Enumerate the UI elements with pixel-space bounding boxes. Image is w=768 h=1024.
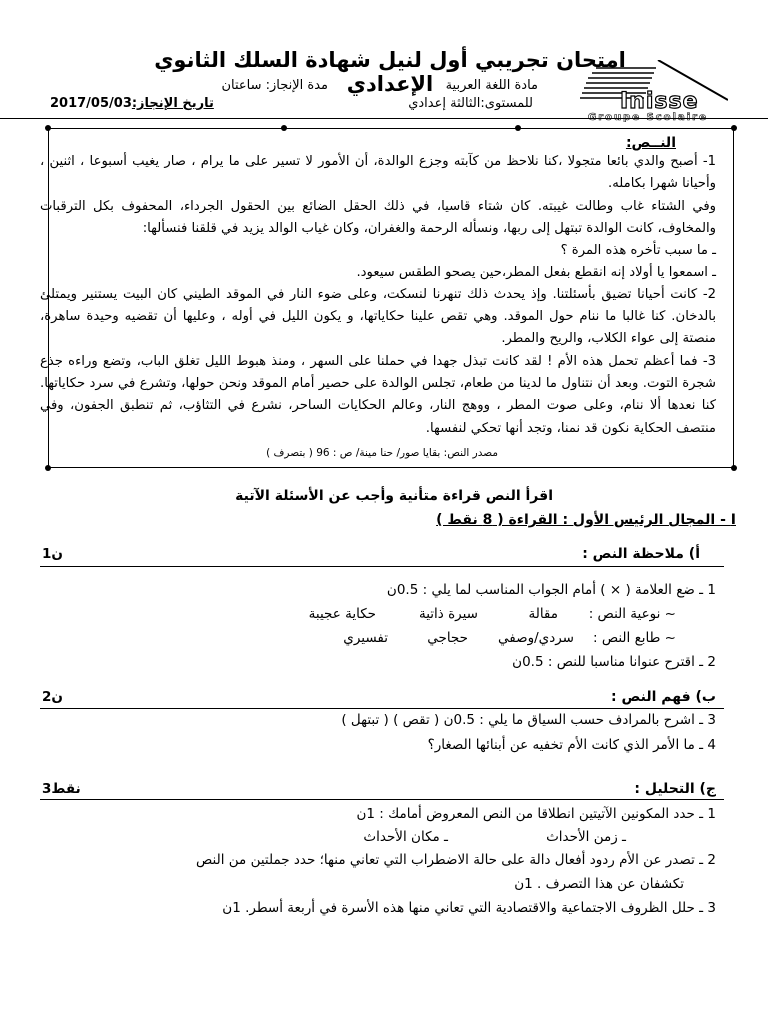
section-a-title: أ) ملاحظة النص : <box>582 546 700 562</box>
option-narrative: سردي/وصفي <box>498 630 574 646</box>
level-label: للمستوى:الثالثة إعدادي <box>408 96 533 111</box>
paragraph-1: 1- أصبح والدي بائعا متجولا ،كنا نلاحظ من كآبته وجزع الوالدة، أن الأمور لا تسير على ما يرام ، صار يغيب أسبوعا ، اثنين ، وأحيانا شهرا بكامله. <box>40 154 716 192</box>
question-6-continued: تكشفان عن هذا التصرف . 1ن <box>514 876 684 892</box>
paragraph-3: 3- فما أعظم تحمل هذه الأم ! لقد كانت تبذل جهدا في حملنا على السهر ، ومنذ هبوط الليل تغلق الباب، وتضع وراءه جذع شجرة التوت. وبعد أن نتناول ما لدينا من طعام، تجلس الوالدة على حصير أمام الموقد ونحن حولها، وتشرع في سرد حكاياتها. كنا نعدها ألا ننام، وعلى صوت المطر ، ووهج النار، وعالم الحكايات الساحر، نشرع في التثاؤب، ثم تنطبق الجفون، وفي منتصف الحكاية نكون قد نمنا، وتجد أنها تحكي لنفسها. <box>40 354 716 436</box>
option-article: مقالة <box>528 606 558 622</box>
section-a-points: 1ن <box>42 546 63 562</box>
section-b-rule <box>40 708 724 709</box>
corner-dot <box>731 125 737 131</box>
option-place-of-events: ـ مكان الأحداث <box>363 829 448 845</box>
part-title: I - المجال الرئيس الأول : القراءة ( 8 نقط ) <box>436 512 736 528</box>
question-4: 4 ـ ما الأمر الذي كانت الأم تخفيه عن أبنائها الصغار؟ <box>427 737 716 753</box>
instruction: اقرأ النص قراءة متأنية وأجب عن الأسئلة الآتية <box>235 488 553 504</box>
question-5: 1 ـ حدد المكونين الآتيتين انطلاقا من النص المعروض أمامك : 1ن <box>356 806 716 822</box>
school-logo <box>578 60 728 122</box>
question-7: 3 ـ حلل الظروف الاجتماعية والاقتصادية التي تعاني منها هذه الأسرة في أربعة أسطر. 1ن <box>222 900 716 916</box>
duration-label: مدة الإنجاز: ساعتان <box>221 78 328 93</box>
option-wondrous-tale: حكاية عجيبة <box>308 606 376 622</box>
svg-text:Groupe Scolaire: Groupe Scolaire <box>588 112 708 122</box>
section-c-points: 3نقط <box>42 781 81 797</box>
option-argumentative: حجاجي <box>427 630 468 646</box>
option-autobiography: سيرة ذاتية <box>418 606 478 622</box>
header-divider <box>0 118 768 119</box>
exam-title: امتحان تجريبي أول لنيل شهادة السلك الثانوي الإعدادي <box>154 48 626 96</box>
section-b-title: ب) فهم النص : <box>611 689 716 705</box>
date-label: تاريخ الإنجاز: <box>131 96 214 111</box>
question-2: 2 ـ اقترح عنوانا مناسبا للنص : 0.5ن <box>512 654 716 670</box>
paragraph-1b: وفي الشتاء غاب وطالت غيبته. كان شتاء قاسيا، في ذلك الحقل الضائع بين الحقول الجرداء، المحفوف بكل الترقبات والمخاوف، كانت الوالدة تبتهل إلى ربها، ونسأله الرحمة والغفران، وكان غياب الوالد يزيد في قلقنا فنسألها: <box>40 199 716 237</box>
question-1-nature-label: ~ طابع النص : <box>592 630 676 646</box>
text-source: مصدر النص: بقايا صور/ حنا مينة/ ص : 96 ( بتصرف ) <box>266 447 498 459</box>
question-1-type-label: ~ نوعية النص : <box>588 606 676 622</box>
date-value: 2017/05/03 <box>50 96 132 111</box>
answer-dialog: ـ اسمعوا يا أولاد إنه انقطع بفعل المطر،حين يصحو الطقس سيعود. <box>356 265 716 280</box>
question-3: 3 ـ اشرح بالمرادف حسب السياق ما يلي : 0.5ن ( تقص ) ( تبتهل ) <box>341 712 716 728</box>
corner-dot <box>731 465 737 471</box>
corner-dot <box>45 465 51 471</box>
question-1: 1 ـ ضع العلامة ( × ) أمام الجواب المناسب لما يلي : 0.5ن <box>386 582 716 598</box>
option-time-of-events: ـ زمن الأحداث <box>546 829 626 845</box>
section-c-title: ج) التحليل : <box>634 781 716 797</box>
section-c-rule <box>40 799 724 800</box>
date-info <box>50 96 214 111</box>
svg-text:Inisse: Inisse <box>620 89 699 114</box>
section-a-rule <box>40 566 724 567</box>
option-explanatory: تفسيري <box>343 630 388 646</box>
corner-dot <box>45 125 51 131</box>
corner-dot <box>515 125 521 131</box>
corner-dot <box>281 125 287 131</box>
question-6: 2 ـ تصدر عن الأم ردود أفعال دالة على حالة الاضطراب التي تعاني منها؛ حدد جملتين من النص <box>196 852 716 868</box>
paragraph-2: 2- كانت أحيانا تضيق بأسئلتنا. وإذ يحدث ذلك تنهرنا لنسكت، وعلى ضوء النار في الموقد الطيني كان البيت يستنير ويمتلئ بالدخان. كنا غالبا ما ننام حول الموقد. وهي تقص علينا حكاياتها، و يكون الليل في أوله ، وعليها أن تقضيه وحيدة ساهرة، منصتة إلى عواء الكلاب، والريح والمطر. <box>40 287 716 347</box>
text-heading: النــص: <box>625 135 676 151</box>
question-dialog: ـ ما سبب تأخره هذه المرة ؟ <box>560 243 716 258</box>
subject-label: مادة اللغة العربية <box>445 78 538 93</box>
section-b-points: 2ن <box>42 689 63 705</box>
